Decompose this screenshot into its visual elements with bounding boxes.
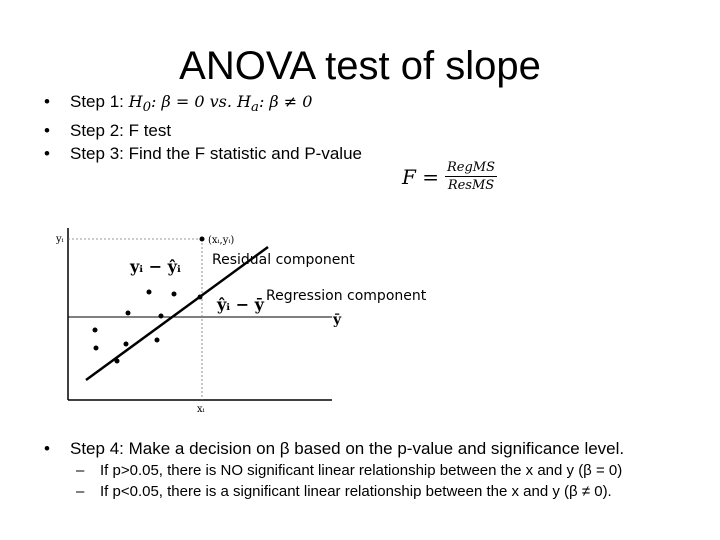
data-point — [126, 311, 131, 316]
point-xi-yi — [200, 237, 205, 242]
regression-label: ŷᵢ − ȳ — [217, 295, 264, 314]
formula-numerator: RegMS — [447, 160, 496, 175]
residual-label: yᵢ − ŷᵢ — [130, 257, 181, 276]
data-point — [198, 295, 203, 300]
point-label: (xᵢ,yᵢ) — [208, 235, 235, 246]
step-4-text: Step 4: Make a decision on β based on the p-value and significance level. — [70, 439, 625, 458]
regression-annotation: Regression component — [266, 288, 427, 304]
step-1 — [44, 90, 362, 119]
data-point — [172, 292, 177, 297]
residual-annotation: Residual component — [212, 252, 355, 268]
null-hypothesis: $H_0$: β = 0 vs. $H_a$: β ≠ 0 — [128, 92, 313, 116]
mean-label: ȳ — [333, 312, 342, 328]
step-4 — [44, 437, 624, 502]
formula-lhs: F = — [402, 164, 439, 189]
decision-rules — [70, 460, 624, 502]
decision-list — [44, 437, 624, 502]
data-point — [147, 290, 152, 295]
x-axis-label: xᵢ — [197, 404, 205, 415]
formula-fraction — [445, 160, 497, 193]
formula-denominator: ResMS — [447, 178, 495, 193]
y-axis-label: yᵢ — [56, 234, 64, 245]
data-point — [115, 359, 120, 364]
step-2: • Step 2: F test — [44, 119, 362, 142]
slide-title: ANOVA test of slope — [179, 44, 541, 88]
decision-rule: – If p>0.05, there is NO significant linear relationship between the x and y (β = 0) — [70, 460, 624, 481]
decision-rule: – If p<0.05, there is a significant linear relationship between the x and y (β ≠ 0). — [70, 481, 624, 502]
data-point — [94, 346, 99, 351]
f-statistic-formula — [402, 160, 497, 193]
data-point — [155, 338, 160, 343]
step-1-label: Step 1: — [70, 92, 129, 111]
data-point — [93, 328, 98, 333]
step-3: • Step 3: Find the F statistic and P-value — [44, 142, 362, 165]
steps-list — [44, 90, 362, 165]
data-point — [124, 342, 129, 347]
data-point — [159, 314, 164, 319]
